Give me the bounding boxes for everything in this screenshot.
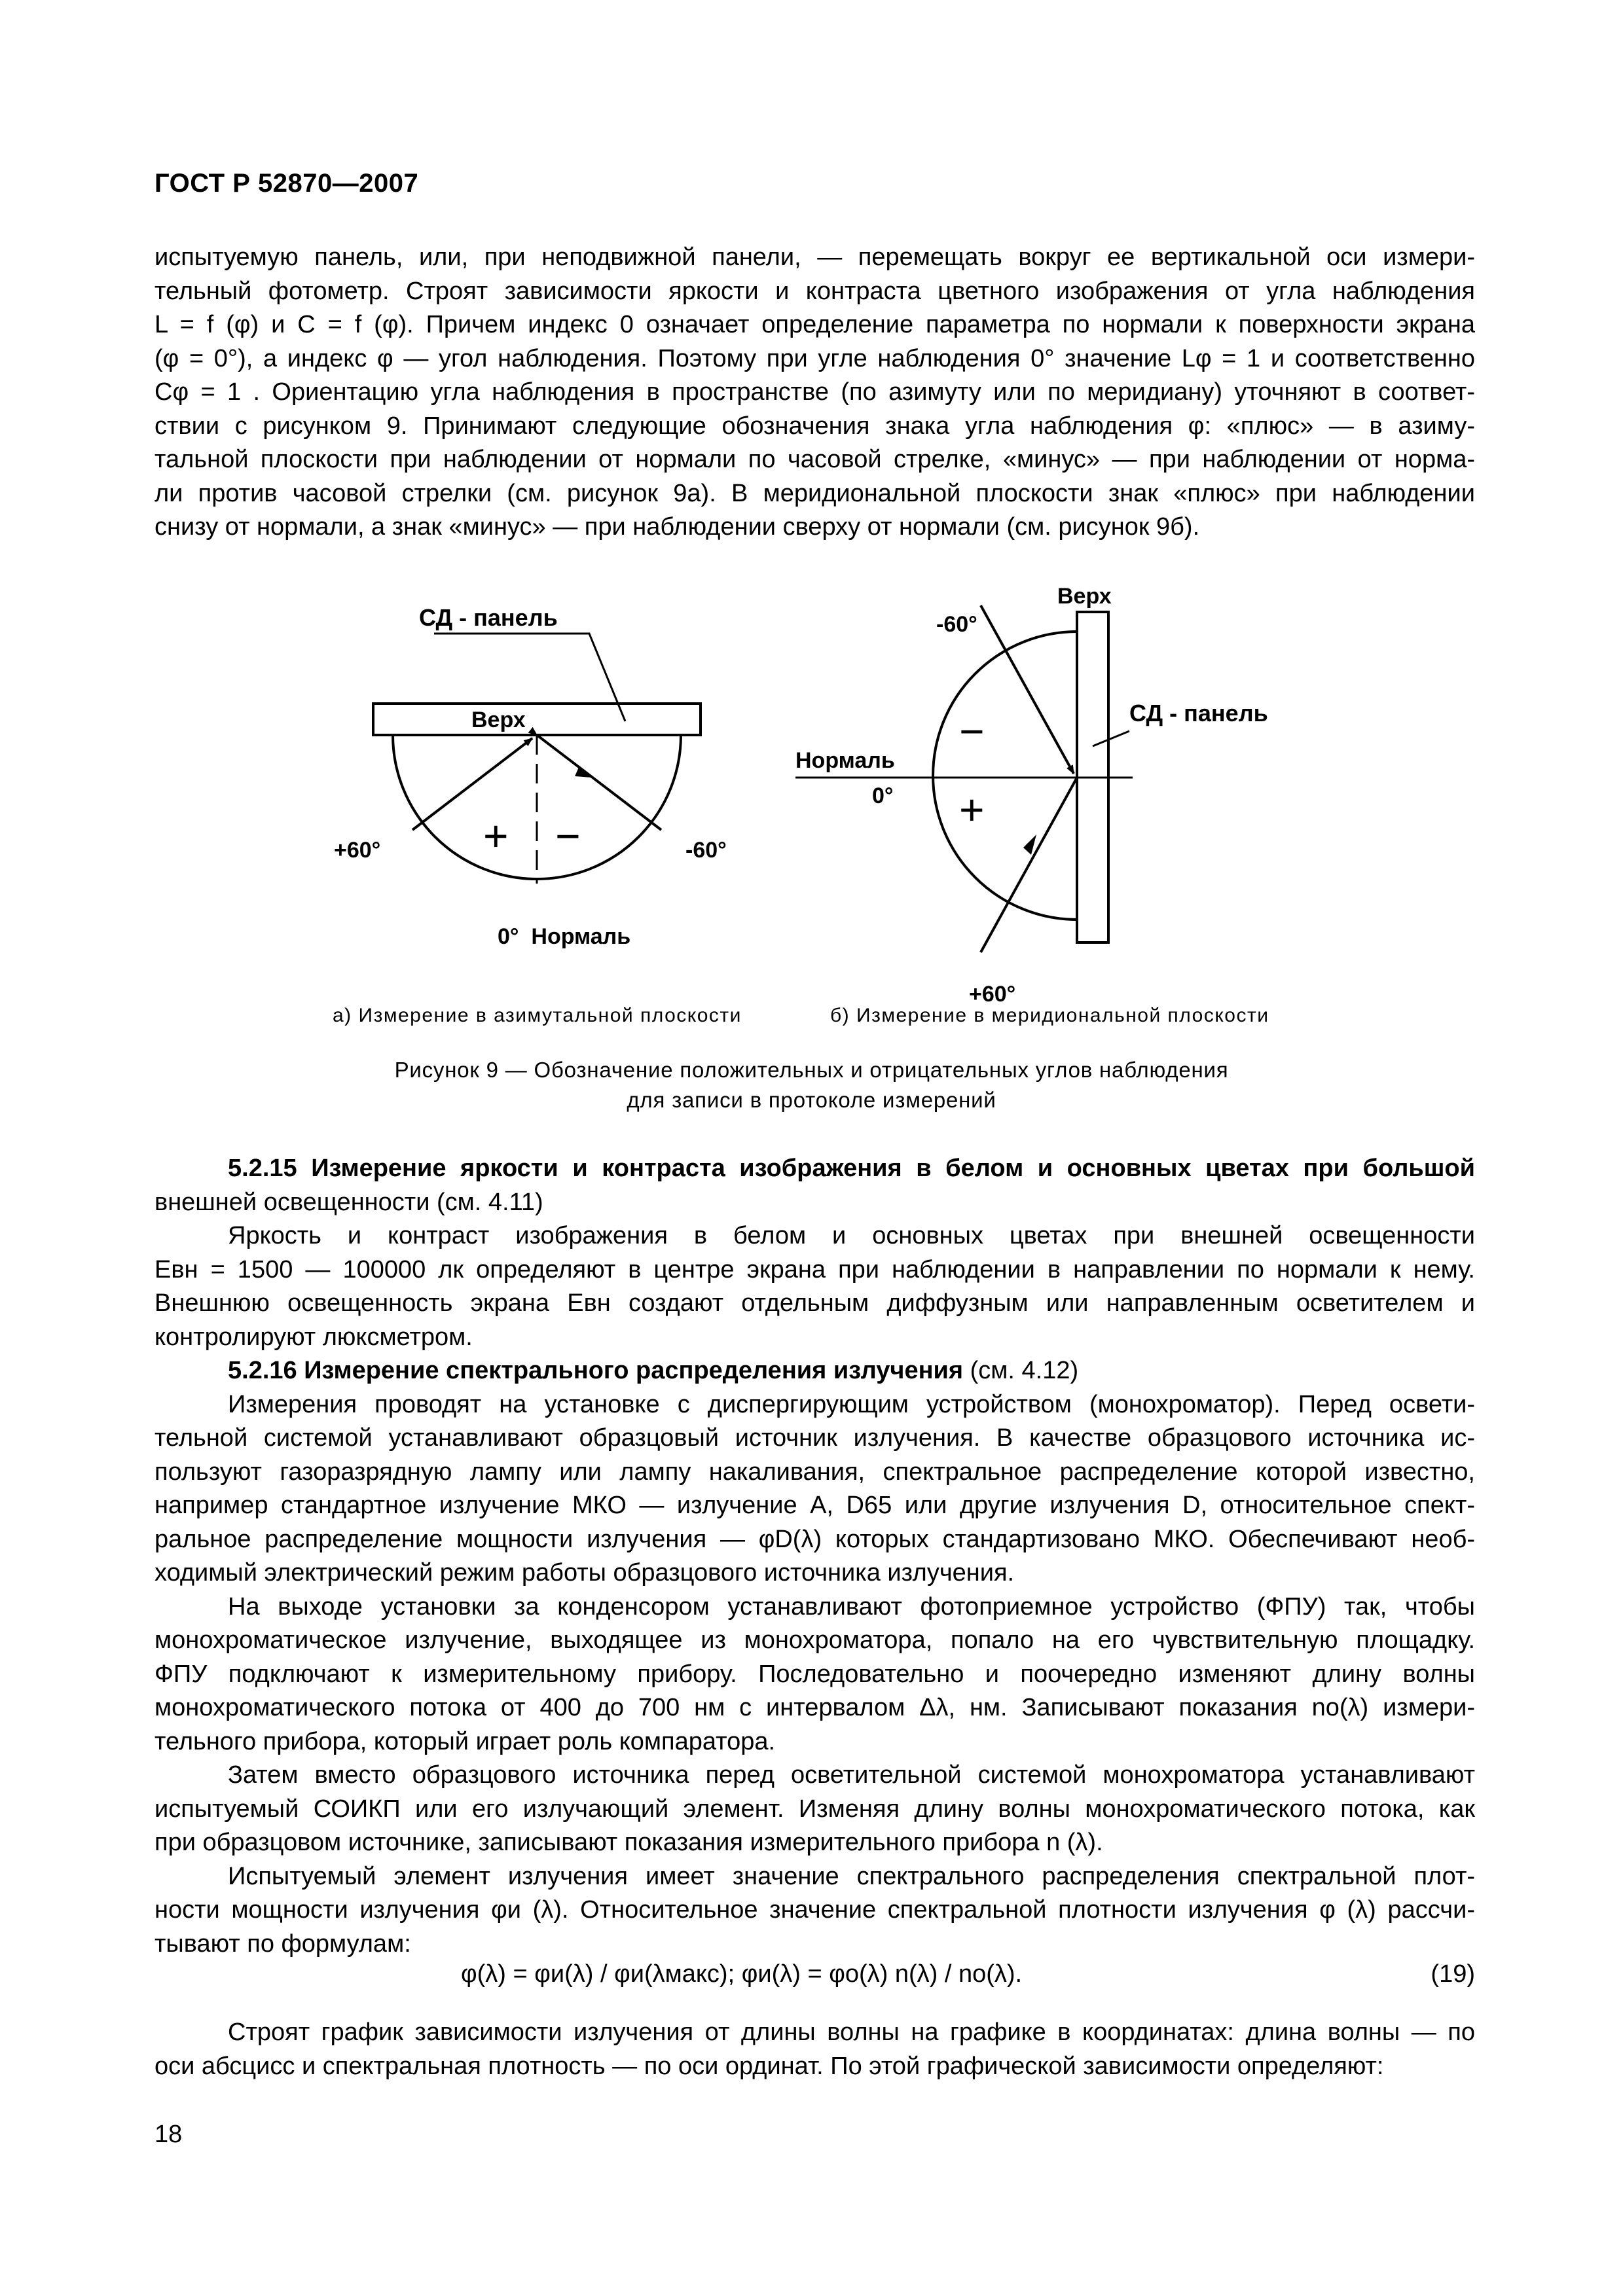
text-line: тальной плоскости при наблюдении от нормали по часовой стрелке, «минус» — при наблюдении от норма- (155, 446, 1475, 473)
azimuthal-diagram (373, 634, 701, 884)
plus-ray-arrowhead (1023, 834, 1036, 855)
panel-leader-right (1093, 731, 1129, 746)
azimuth-panel-label: СД - панель (419, 604, 558, 631)
text-line: ности мощности излучения φи (λ). Относительное значение спектральной плотности излучения φ (λ) рассчи- (155, 1896, 1475, 1924)
text-line: снизу от нормали, а знак «минус» — при наблюдении сверху от нормали (см. рисунок 9б). (155, 513, 1200, 541)
meridional-plus-sign: + (959, 785, 985, 834)
section-heading-cont: внешней освещенности (см. 4.11) (155, 1188, 543, 1216)
azimuth-minus-angle: -60° (685, 838, 727, 863)
meridional-plus-angle: +60° (969, 982, 1016, 1007)
meridional-top-label: Верх (1057, 584, 1112, 609)
text-line: монохроматическое излучение, выходящее из монохроматора, попало на его чувствительную площадку. (155, 1626, 1475, 1654)
text-line: тельной системой устанавливают образцовый источник излучения. В качестве образцового источника ис- (155, 1424, 1475, 1452)
figure-9-drawing (314, 569, 1322, 1014)
text-line: ли против часовой стрелки (см. рисунок 9а). В меридиональной плоскости знак «плюс» при наблюдении (155, 479, 1475, 507)
section-5-2-15 (155, 1152, 1475, 1354)
plus-60-ray-meridional (981, 778, 1077, 952)
figure-subcaption-a: а) Измерение в азимутальной плоскости (333, 1005, 742, 1026)
text-line: ФПУ подключают к измерительному прибору. Последовательно и поочередно изменяют длину волны (155, 1660, 1475, 1688)
text-line: пользуют газоразрядную лампу или лампу накаливания, спектральное распределение которой известно, (155, 1458, 1475, 1486)
text-line: Измерения проводят на установке с диспергирующим устройством (монохроматор). Перед освети- (228, 1390, 1475, 1418)
section-5-2-16 (155, 1354, 1475, 1961)
text-line: монохроматического потока от 400 до 700 нм с интервалом Δλ, нм. Записывают показания nо(λ) измери- (155, 1694, 1475, 1721)
text-line: тывают по формулам: (155, 1929, 411, 1958)
final-paragraph (155, 2016, 1475, 2083)
azimuth-minus-sign: − (555, 812, 581, 860)
figure-caption-line: Рисунок 9 — Обозначение положительных и отрицательных углов наблюдения (394, 1058, 1229, 1082)
text-line: L = f (φ) и C = f (φ). Причем индекс 0 означает определение параметра по нормали к поверхности экрана (155, 311, 1475, 338)
section-heading: 5.2.15 Измерение яркости и контраста изображения в белом и основных цветах при большой (228, 1155, 1475, 1182)
led-panel-rect (373, 704, 701, 735)
meridional-minus-angle: -60° (936, 612, 977, 637)
intro-paragraph (155, 241, 1475, 545)
text-line: Затем вместо образцового источника перед осветительной системой монохроматора устанавливают (228, 1761, 1475, 1789)
text-line: Eвн = 1500 — 100000 лк определяют в центре экрана при наблюдении в направлении по нормали к нему. (155, 1255, 1475, 1283)
text-line: например стандартное излучение МКО — излучение А, D65 или другие излучения D, относительное спект- (155, 1492, 1475, 1519)
text-line: Cφ = 1 . Ориентацию угла наблюдения в пространстве (по азимуту или по меридиану) уточняют в соответ- (155, 378, 1475, 406)
azimuth-top-label: Верх (471, 708, 526, 732)
text-line: тельного прибора, который играет роль компаратора. (155, 1727, 776, 1755)
figure-caption-line: для записи в протоколе измерений (627, 1088, 996, 1112)
text-line: контролируют люксметром. (155, 1323, 473, 1351)
figure-caption (0, 1055, 1623, 1115)
panel-leader-line (434, 634, 625, 721)
meridional-semicircle (933, 632, 1077, 920)
text-line: испытуемый СОИКП или его излучающий элемент. Изменяя длину волны монохроматического потока, как (155, 1795, 1475, 1823)
meridional-panel-label: СД - панель (1129, 700, 1268, 726)
meridional-minus-sign: − (959, 707, 985, 755)
text-line: ствии с рисунком 9. Принимают следующие обозначения знака угла наблюдения φ: «плюс» — в азиму- (155, 412, 1475, 440)
text-line: ходимый электрический режим работы образцового источника излучения. (155, 1559, 1015, 1587)
minus-60-ray-meridional (981, 605, 1074, 774)
text-line: ральное распределение мощности излучения — φD(λ) которых стандартизовано МКО. Обеспечивают необ- (155, 1525, 1475, 1553)
azimuth-plus-sign: + (483, 812, 509, 860)
figure-9 (314, 569, 1322, 1014)
figure-subcaption-b: б) Измерение в меридиональной плоскости (830, 1005, 1269, 1026)
text-line: Внешнюю освещенность экрана Eвн создают отдельным диффузным или направленным осветителем и (155, 1289, 1475, 1317)
text-line: при образцовом источнике, записывают показания измерительного прибора n (λ). (155, 1829, 1103, 1856)
document-header: ГОСТ Р 52870—2007 (155, 169, 419, 198)
section-heading: 5.2.16 Измерение спектрального распределения излучения (228, 1357, 964, 1384)
section-heading-line (155, 1354, 1475, 1388)
azimuth-plus-angle: +60° (334, 838, 381, 863)
text-line: испытуемую панель, или, при неподвижной панели, — перемещать вокруг ее вертикальной оси измери- (155, 243, 1475, 271)
plus-60-ray (412, 738, 532, 830)
meridional-diagram (795, 605, 1133, 952)
equation-number: (19) (1431, 1960, 1475, 1988)
meridional-zero-label: 0° (872, 783, 894, 808)
azimuth-normal-label: 0° Нормаль (498, 924, 631, 949)
equation-formula: φ(λ) = φи(λ) / φи(λмакс); φи(λ) = φо(λ) n(λ) / nо(λ). (461, 1960, 1023, 1988)
text-line: оси абсцисс и спектральная плотность — по оси ординат. По этой графической зависимости определяют: (155, 2052, 1384, 2080)
text-line: тельный фотометр. Строят зависимости яркости и контраста цветного изображения от угла наблюдения (155, 277, 1475, 305)
page-number: 18 (155, 2121, 183, 2148)
text-line: Строят график зависимости излучения от длины волны на графике в координатах: длина волны — по (228, 2018, 1475, 2046)
text-line: На выходе установки за конденсором устанавливают фотоприемное устройство (ФПУ) так, чтобы (228, 1592, 1475, 1621)
text-line: Испытуемый элемент излучения имеет значение спектрального распределения спектральной плот- (228, 1862, 1475, 1890)
section-heading-ref: (см. 4.12) (963, 1357, 1079, 1384)
meridional-normal-label: Нормаль (795, 748, 895, 773)
text-line: (φ = 0°), а индекс φ — угол наблюдения. Поэтому при угле наблюдения 0° значение Lφ = 1 и соответственно (155, 344, 1475, 372)
text-line: Яркость и контраст изображения в белом и основных цветах при внешней освещенности (228, 1222, 1475, 1249)
